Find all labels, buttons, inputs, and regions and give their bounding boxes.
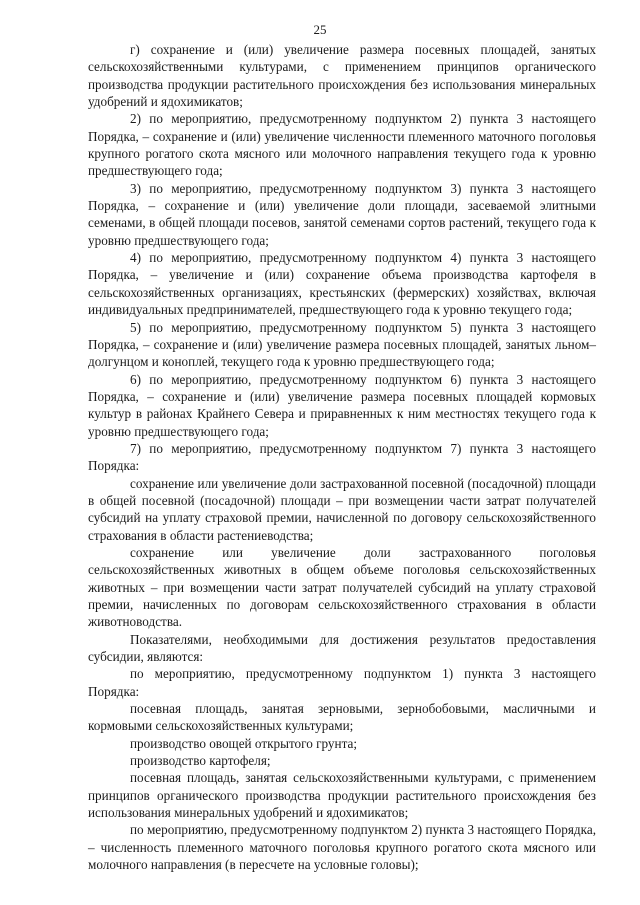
paragraph-item-5: 5) по мероприятию, предусмотренному подпунктом 5) пункта 3 настоящего Порядка, – сохранение и (или) увеличение размера посевных площадей, занятых льном–долгунцом и коноплей, текущего года к уровню предшествующего года; [88, 319, 596, 370]
paragraph-measure-1: по мероприятию, предусмотренному подпунктом 1) пункта 3 настоящего Порядка: [88, 666, 596, 699]
paragraph-item-3: 3) по мероприятию, предусмотренному подпунктом 3) пункта 3 настоящего Порядка, – сохранение и (или) увеличение доли площади, засеваемой элитными семенами, в общей площади посевов, занятой семенами сортов растений, текущего года к уровню предшествующего года; [88, 180, 596, 248]
paragraph-potatoes: производство картофеля; [130, 753, 271, 769]
page-number: 25 [313, 22, 327, 37]
paragraph-vegetables: производство овощей открытого грунта; [130, 735, 358, 751]
paragraph-measure-2: по мероприятию, предусмотренному подпунктом 2) пункта 3 настоящего Порядка, – численность племенного маточного поголовья крупного рогатого скота мясного или молочного направления (в пересчете на условные головы); [88, 822, 596, 873]
paragraph-insured-area: сохранение или увеличение доли застрахованной посевной (посадочной) площади в общей посевной (посадочной) площади – при возмещении части затрат получателей субсидий на уплату страховой премии, начисленной по договору сельскохозяйственного страхования в области растениеводства; [88, 475, 596, 543]
paragraph-grain-area: посевная площадь, занятая зерновыми, зернобобовыми, масличными и кормовыми сельскохозяйственных культурами; [88, 701, 596, 734]
paragraph-insured-livestock: сохранение или увеличение доли застрахованного поголовья сельскохозяйственных животных в общем объеме поголовья сельскохозяйственных животных – при возмещении части затрат получателей субсидий на уплату страховой премии, начисленных по договорам сельскохозяйственного страхования в области животноводства. [88, 544, 596, 630]
paragraph-indicators-intro: Показателями, необходимыми для достижения результатов предоставления субсидии, являются: [88, 631, 596, 665]
paragraph-item-6: 6) по мероприятию, предусмотренному подпунктом 6) пункта 3 настоящего Порядка, – сохранение и (или) увеличение размера посевных площадей кормовых культур в районах Крайнего Севера и приравненных к ним местностях текущего года к уровню предшествующего года; [88, 371, 596, 439]
paragraph-item-2: 2) по мероприятию, предусмотренному подпунктом 2) пункта 3 настоящего Порядка, – сохранение и (или) увеличение численности племенного маточного поголовья крупного рогатого скота мясного или молочного направления текущего года к уровню предшествующего года; [88, 111, 596, 179]
paragraph-item-7: 7) по мероприятию, предусмотренному подпунктом 7) пункта 3 настоящего Порядка: [88, 440, 596, 474]
paragraph-item-4: 4) по мероприятию, предусмотренному подпунктом 4) пункта 3 настоящего Порядка, – увеличение и (или) сохранение объема производства картофеля в сельскохозяйственных организациях, крестьянских (фермерских) хозяйствах, включая индивидуальных предпринимателей, предшествующего года к уровню текущего года; [88, 250, 596, 318]
paragraph-organic-area: посевная площадь, занятая сельскохозяйственными культурами, с применением принципов органического производства продукции растительного происхождения без использования минеральных удобрений и ядохимикатов; [88, 770, 596, 821]
paragraph-item-g: г) сохранение и (или) увеличение размера посевных площадей, занятых сельскохозяйственными культурами, с применением принципов органического производства продукции растительного происхождения без использования минеральных удобрений и ядохимикатов; [88, 42, 596, 110]
document-body [88, 41, 596, 874]
